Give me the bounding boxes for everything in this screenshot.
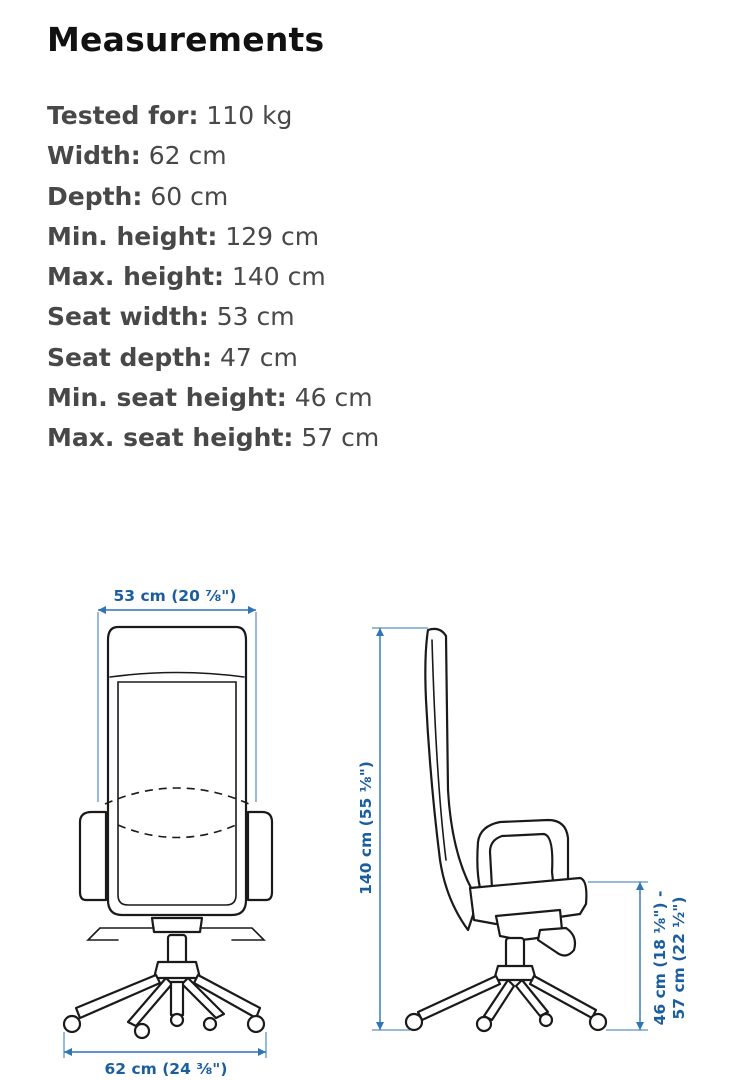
spec-width — [47, 136, 379, 176]
spec-label: Min. height: — [47, 221, 218, 251]
seat-height-label-1: 46 cm (18 ⅛") - — [651, 890, 669, 1026]
height-dimension — [357, 628, 428, 1030]
width-dimension — [64, 1032, 266, 1078]
spec-label: Max. height: — [47, 262, 225, 292]
spec-seat-depth — [47, 338, 379, 378]
spec-max-seat-height — [47, 418, 379, 458]
spec-label: Max. seat height: — [47, 423, 294, 453]
spec-value: 60 cm — [150, 181, 229, 211]
page-title: Measurements — [47, 20, 325, 59]
spec-label: Tested for: — [47, 101, 199, 130]
spec-min-seat-height — [47, 378, 379, 418]
seat-height-label-2: 57 cm (22 ½") — [670, 896, 688, 1020]
width-label: 62 cm (24 ⅜") — [104, 1060, 228, 1078]
spec-depth — [47, 177, 379, 217]
spec-value: 46 cm — [294, 383, 373, 413]
chair-dimension-drawing — [0, 560, 750, 1080]
front-view-chair — [64, 627, 272, 1038]
spec-label: Depth: — [47, 181, 143, 211]
spec-value: 140 cm — [232, 262, 326, 292]
spec-seat-width — [47, 297, 379, 337]
spec-label: Seat depth: — [47, 342, 212, 372]
height-label: 140 cm (55 ⅛") — [357, 761, 375, 895]
spec-value: 129 cm — [225, 221, 320, 251]
spec-label: Width: — [47, 141, 141, 171]
side-view-chair — [406, 629, 606, 1031]
spec-value: 53 cm — [216, 302, 295, 332]
spec-label: Min. seat height: — [47, 383, 287, 413]
spec-tested-for — [47, 96, 379, 136]
seat-height-dimension — [588, 882, 688, 1030]
seat-width-label: 53 cm (20 ⅞") — [113, 587, 237, 605]
spec-value: 110 kg — [206, 101, 293, 130]
spec-label: Seat width: — [47, 302, 209, 332]
spec-value: 47 cm — [219, 342, 298, 372]
spec-min-height — [47, 217, 379, 257]
spec-value: 57 cm — [301, 423, 380, 453]
spec-value: 62 cm — [148, 141, 227, 171]
measurements-list — [47, 96, 379, 459]
spec-max-height — [47, 257, 379, 297]
